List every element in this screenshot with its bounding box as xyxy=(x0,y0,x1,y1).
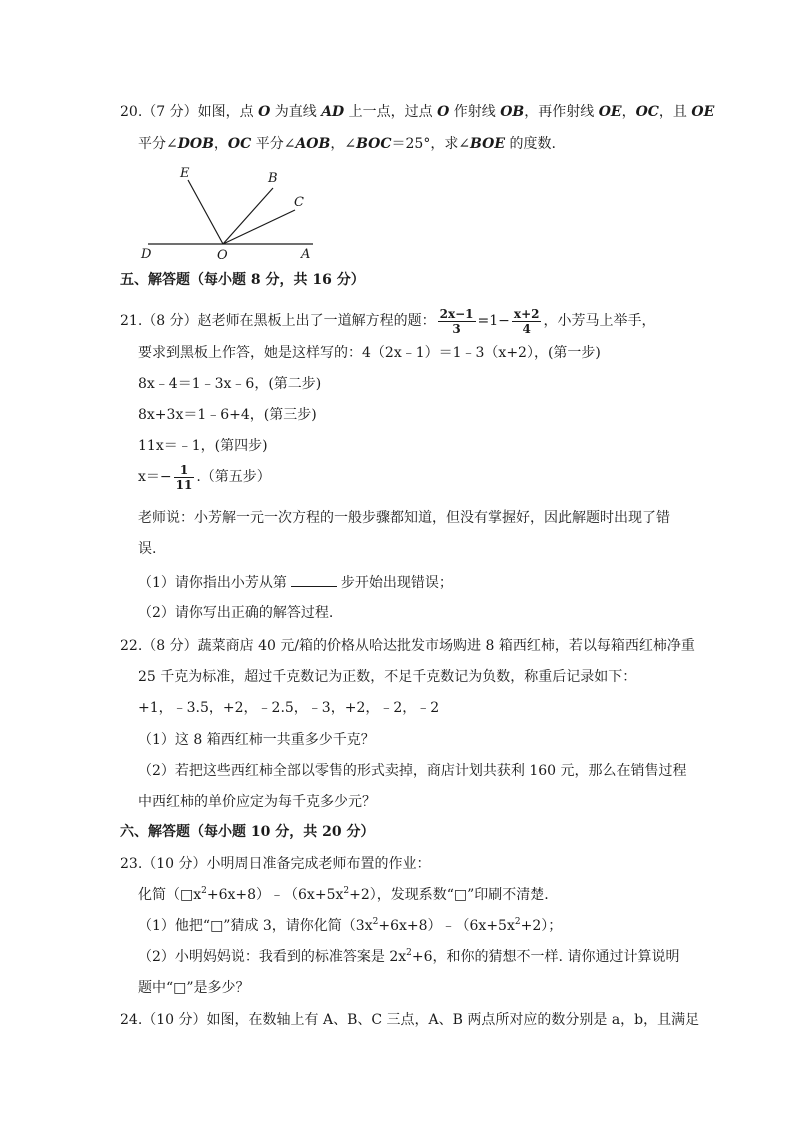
q23-line3: （1）他把“□”猜成 3，请你化简$(3x^2+6x+8)﹣(6x+5x^2+2)$； xyxy=(138,917,563,934)
q23-line1: 23.（10 分）小明周日准备完成老师布置的作业： xyxy=(120,856,431,872)
ray-ob xyxy=(223,188,273,244)
q22-line2: 25 千克为标准，超过千克数记为正数，不足千克数记为负数，称重后记录如下： xyxy=(138,669,637,685)
label-o: O xyxy=(217,248,228,260)
q20-line2: 平分∠DOB，OC 平分∠AOB，∠BOC＝25°，求∠BOE 的度数. xyxy=(138,136,556,152)
q24-line1: 24.（10 分）如图，在数轴上有 A、B、C 三点，A、B 两点所对应的数分别是 a，b，且满足 xyxy=(120,1012,700,1028)
q22-line6: 中西红柿的单价应定为每千克多少元？ xyxy=(138,794,376,810)
label-c: C xyxy=(294,195,304,210)
angle-figure xyxy=(138,160,328,260)
q21-line6: x＝− $\frac{1}{11}$ .（第五步） xyxy=(138,462,271,492)
ray-oc xyxy=(223,210,295,244)
q22-line4: （1）这 8 箱西红柿一共重多少千克？ xyxy=(138,732,375,748)
q21-line1: 21.（8 分）赵老师在黑板上出了一道解方程的题： $\frac{2x-1}{3}$ =1− $\frac{x+2}{4}$ ，小芳马上举手， xyxy=(120,306,656,336)
q21-line5: 11x＝﹣1，(第四步) xyxy=(138,438,268,454)
label-a: A xyxy=(301,247,311,260)
q21-line7: 老师说：小芳解一元一次方程的一般步骤都知道，但没有掌握好，因此解题时出现了错 xyxy=(138,510,670,526)
q20-line1: 20.（7 分）如图，点 O 为直线 AD 上一点，过点 O 作射线 OB，再作射线 OE，OC，且 OE xyxy=(120,104,715,120)
q21-line9: （1）请你指出小芳从第 步开始出现错误； xyxy=(138,572,453,593)
fraction-2: $\frac{x+2}{4}$ xyxy=(513,306,540,336)
fraction-3: $\frac{1}{11}$ xyxy=(175,462,193,492)
q23-line2: 化简$(□x^2+6x+8)﹣(6x+5x^2+2)$，发现系数“□”印刷不清楚. xyxy=(138,886,549,903)
answer-blank[interactable] xyxy=(291,572,337,587)
ray-oe xyxy=(188,180,223,244)
label-d: D xyxy=(141,247,152,260)
q21-line10: （2）请你写出正确的解答过程. xyxy=(138,605,334,621)
q21-line2: 要求到黑板上作答，她是这样写的：4（2x﹣1）＝1﹣3（x+2），(第一步) xyxy=(138,345,601,361)
q21-line4: 8x+3x＝1﹣6+4，(第三步) xyxy=(138,407,317,423)
fraction-1: $\frac{2x-1}{3}$ xyxy=(439,306,474,336)
q23-line4: （2）小明妈妈说：我看到的标准答案是 $2x^2+6$，和你的猜想不一样. 请你通过计算说明 xyxy=(138,948,680,965)
q21-line3: 8x﹣4＝1﹣3x﹣6，(第二步) xyxy=(138,376,322,392)
section5-heading: 五、解答题（每小题 8 分，共 16 分） xyxy=(120,272,365,288)
q22-line1: 22.（8 分）蔬菜商店 40 元/箱的价格从哈达批发市场购进 8 箱西红柿，若以每箱西红柿净重 xyxy=(120,638,695,654)
label-b: B xyxy=(268,171,278,186)
q22-line5: （2）若把这些西红柿全部以零售的形式卖掉，商店计划共获利 160 元，那么在销售过程 xyxy=(138,763,687,779)
q21-line8: 误. xyxy=(138,541,157,557)
q23-line5: 题中“□”是多少？ xyxy=(138,980,250,996)
label-e: E xyxy=(180,166,190,181)
q22-line3: +1，﹣3.5，+2，﹣2.5，﹣3，+2，﹣2，﹣2 xyxy=(138,700,440,716)
section6-heading: 六、解答题（每小题 10 分，共 20 分） xyxy=(120,824,375,840)
